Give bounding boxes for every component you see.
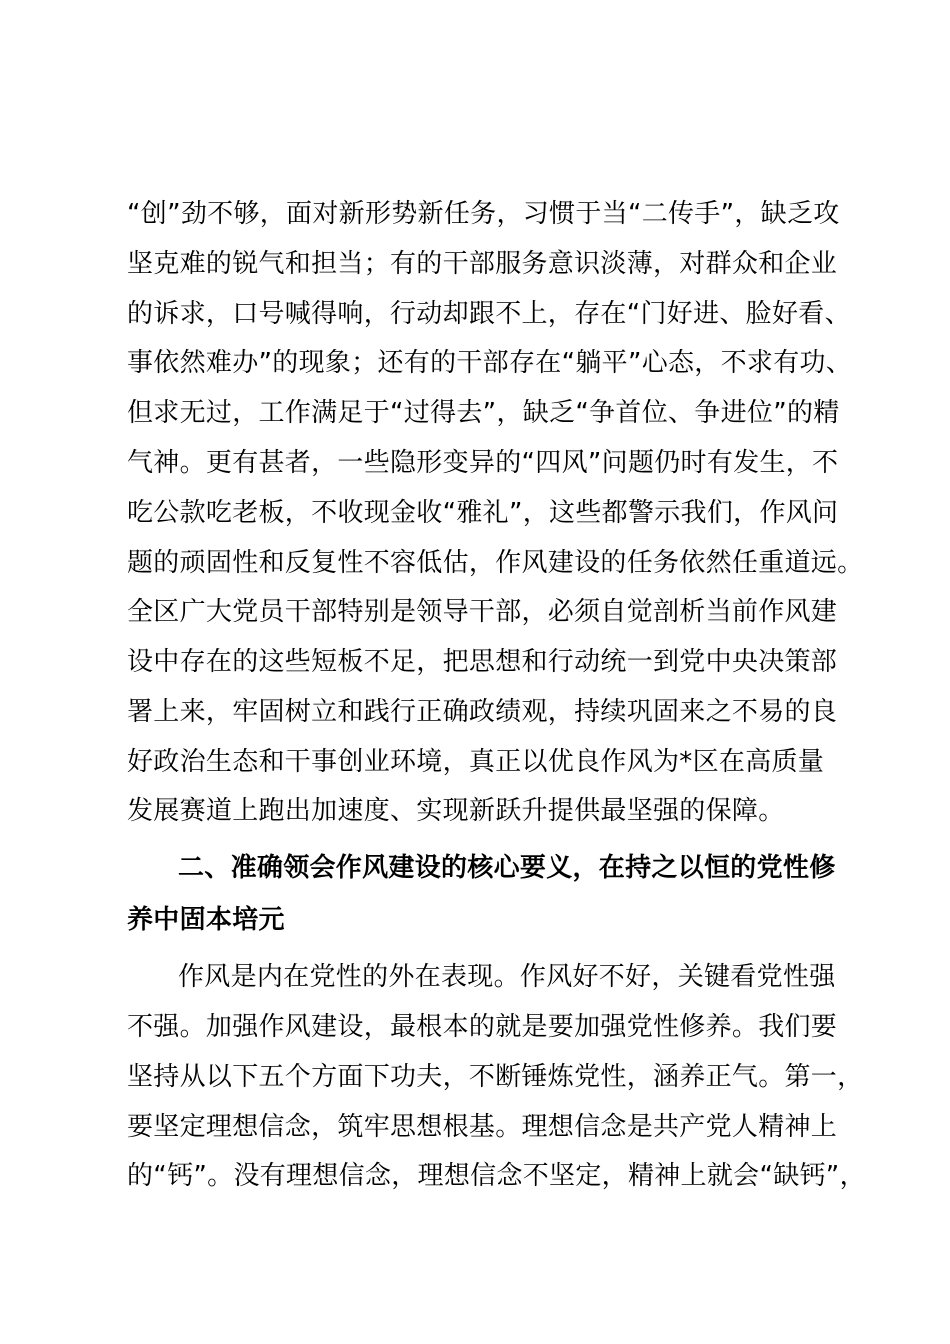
section-heading: 二、准确领会作风建设的核心要义，在持之以恒的党性修 (178, 853, 836, 883)
body-text-line: 的“钙”。没有理想信念，理想信念不坚定，精神上就会“缺钙”， (127, 1161, 866, 1191)
section-heading: 养中固本培元 (127, 905, 285, 935)
body-text-line: 气神。更有甚者，一些隐形变异的“四风”问题仍时有发生，不 (127, 448, 839, 478)
body-text-line: 好政治生态和干事创业环境，真正以优良作风为*区在高质量 (127, 747, 825, 777)
body-text-line: 要坚定理想信念，筑牢思想根基。理想信念是共产党人精神上 (127, 1112, 838, 1142)
body-text-line: 发展赛道上跑出加速度、实现新跃升提供最坚强的保障。 (127, 796, 785, 826)
body-text-line: 但求无过，工作满足于“过得去”，缺乏“争首位、争进位”的精 (127, 398, 840, 428)
body-text-line: “创”劲不够，面对新形势新任务，习惯于当“二传手”，缺乏攻 (127, 199, 840, 229)
body-text-line: 吃公款吃老板，不收现金收“雅礼”，这些都警示我们，作风问 (127, 498, 839, 528)
body-text-line: 坚持从以下五个方面下功夫，不断锤炼党性，涵养正气。第一， (127, 1062, 864, 1092)
body-text-line: 全区广大党员干部特别是领导干部，必须自觉剖析当前作风建 (127, 597, 838, 627)
body-text-line: 设中存在的这些短板不足，把思想和行动统一到党中央决策部 (127, 647, 838, 677)
body-text-line: 署上来，牢固树立和践行正确政绩观，持续巩固来之不易的良 (127, 697, 838, 727)
body-text-line: 事依然难办”的现象；还有的干部存在“躺平”心态，不求有功、 (127, 348, 853, 378)
body-text-line: 坚克难的锐气和担当；有的干部服务意识淡薄，对群众和企业 (127, 249, 838, 279)
body-text-line: 作风是内在党性的外在表现。作风好不好，关键看党性强 (178, 962, 836, 992)
body-text-line: 题的顽固性和反复性不容低估，作风建设的任务依然任重道远。 (127, 548, 864, 578)
body-text-line: 不强。加强作风建设，最根本的就是要加强党性修养。我们要 (127, 1012, 838, 1042)
body-text-line: 的诉求，口号喊得响，行动却跟不上，存在“门好进、脸好看、 (127, 299, 851, 329)
